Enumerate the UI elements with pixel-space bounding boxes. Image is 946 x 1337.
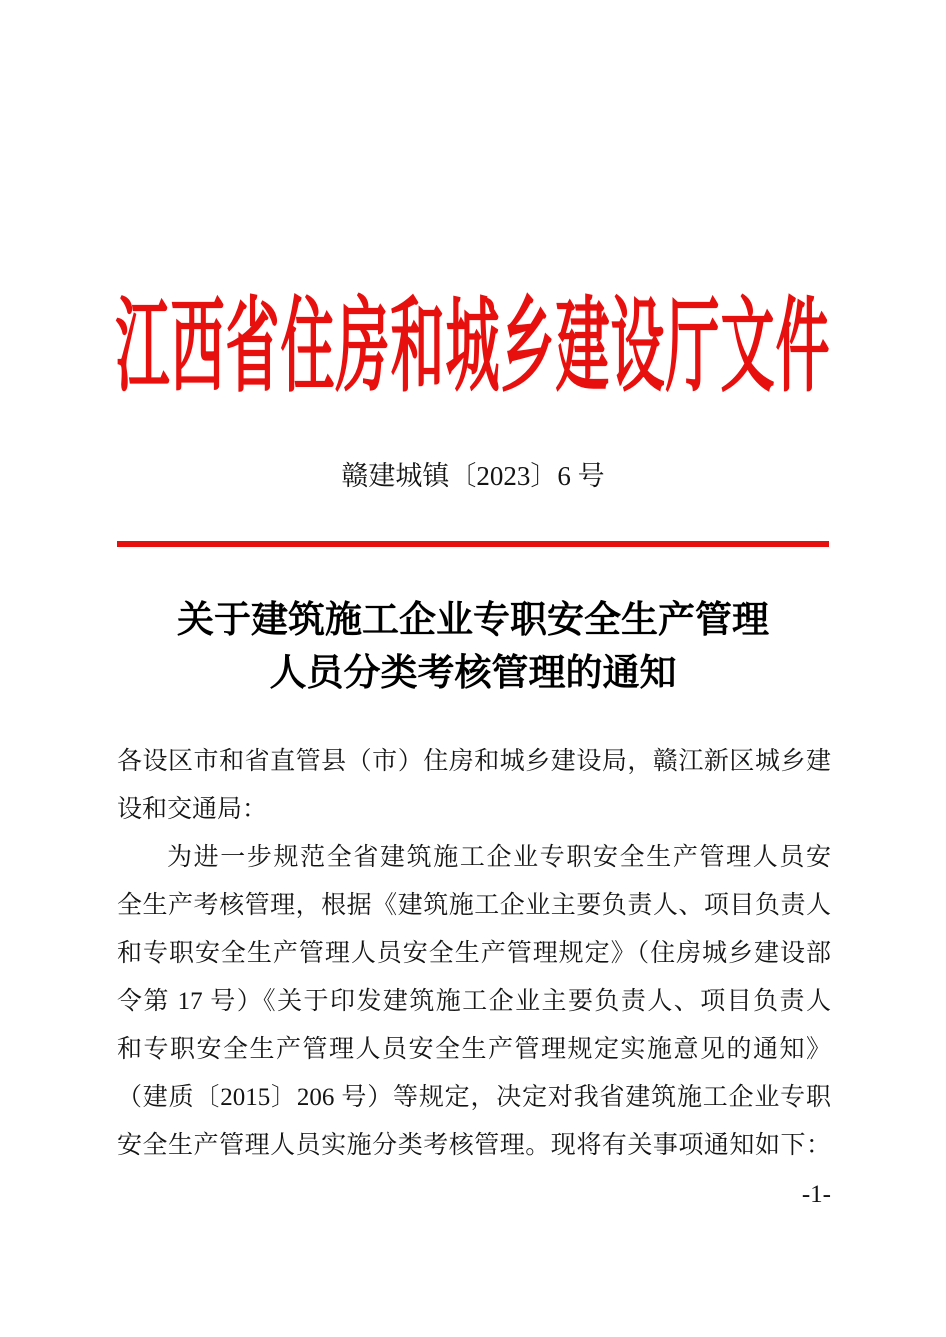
salutation <box>117 738 831 834</box>
document-title-line2: 人员分类考核管理的通知 <box>269 653 677 694</box>
body-line: 和专职安全生产管理人员安全生产管理规定》（住房城乡建设部 <box>117 940 831 967</box>
body-line: 为进一步规范全省建筑施工企业专职安全生产管理人员安 <box>167 844 831 871</box>
page-number: -1- <box>801 1181 831 1208</box>
body-line: 设和交通局： <box>117 796 268 823</box>
main-paragraph <box>117 834 831 1170</box>
document-number: 赣建城镇〔2023〕6 号 <box>341 461 605 491</box>
document-title-line1: 关于建筑施工企业专职安全生产管理 <box>177 600 769 641</box>
red-divider-line <box>117 541 829 547</box>
body-line: 和专职安全生产管理人员安全生产管理规定实施意见的通知》 <box>117 1036 831 1063</box>
agency-banner-text: 江西省住房和城乡建设厅文件 <box>115 290 831 405</box>
body-line: （建质〔2015〕206 号）等规定，决定对我省建筑施工企业专职 <box>117 1084 831 1111</box>
body-line: 全生产考核管理，根据《建筑施工企业主要负责人、项目负责人 <box>117 892 831 919</box>
agency-banner <box>0 290 946 405</box>
body-line: 各设区市和省直管县（市）住房和城乡建设局，赣江新区城乡建 <box>117 748 831 775</box>
document-title <box>0 594 946 700</box>
document-body <box>117 738 831 1170</box>
body-line: 令第 17 号）《关于印发建筑施工企业主要负责人、项目负责人 <box>117 988 831 1015</box>
body-line: 安全生产管理人员实施分类考核管理。现将有关事项通知如下： <box>117 1132 831 1159</box>
